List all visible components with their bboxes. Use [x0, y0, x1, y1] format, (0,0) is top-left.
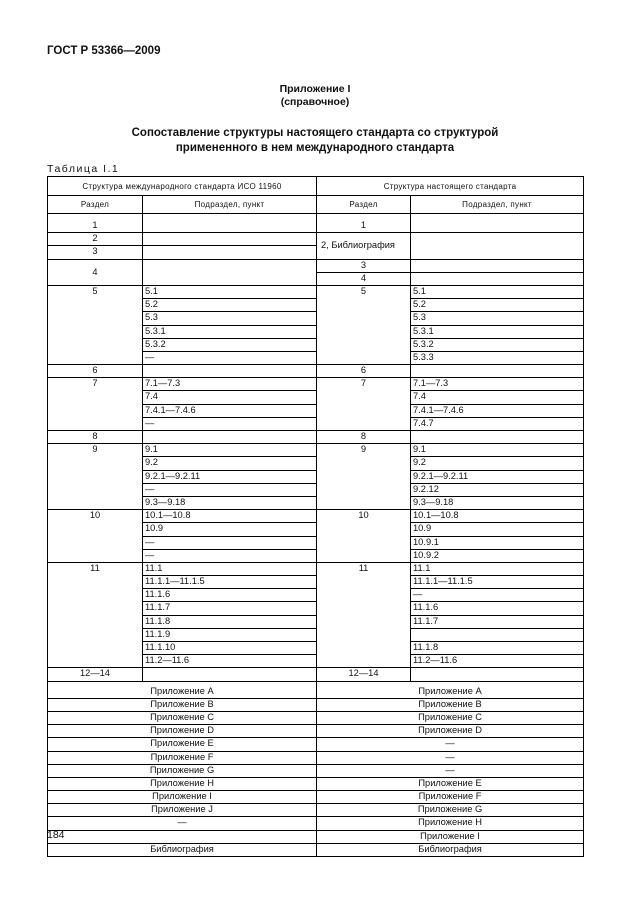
cell: 5	[48, 285, 143, 364]
annex-row	[48, 711, 584, 724]
annex-left: Приложение G	[48, 764, 317, 777]
cell: 11.1.8	[143, 615, 317, 628]
cell: 1	[48, 220, 143, 233]
cell: 7.1—7.3	[143, 378, 317, 391]
annex-left: Приложение I	[48, 791, 317, 804]
annex-row	[48, 764, 584, 777]
cell: 9.3—9.18	[411, 496, 584, 509]
cell: 11.1.10	[143, 642, 317, 655]
annex-left: Приложение J	[48, 804, 317, 817]
annex-right: Приложение B	[317, 698, 584, 711]
page-number: 184	[47, 829, 65, 841]
annex-right: Библиография	[317, 843, 584, 856]
cell: 2	[48, 233, 143, 246]
table-row	[48, 220, 584, 233]
header-right: Структура настоящего стандарта	[317, 177, 584, 196]
cell	[411, 259, 584, 272]
cell: 3	[317, 259, 411, 272]
cell: 11.1.7	[411, 615, 584, 628]
annex-right: Приложение H	[317, 817, 584, 830]
annex-left: Приложение C	[48, 711, 317, 724]
cell: —	[143, 536, 317, 549]
document-header: ГОСТ Р 53366—2009	[47, 45, 161, 57]
cell: 10.9.2	[411, 549, 584, 562]
cell: 5.3.3	[411, 351, 584, 364]
cell	[411, 272, 584, 285]
cell	[143, 233, 317, 246]
annex-right: —	[317, 751, 584, 764]
appendix-name: Приложение I	[279, 83, 351, 95]
cell: 8	[48, 431, 143, 444]
cell: 10.9.1	[411, 536, 584, 549]
cell: 11.1	[143, 562, 317, 575]
table-caption: Таблица I.1	[47, 163, 120, 175]
cell: 3	[48, 246, 143, 259]
table-subheader-row	[48, 196, 584, 214]
page-title-line1: Сопоставление структуры настоящего стандарта со структурой	[131, 127, 499, 139]
cell: 9.2.1—9.2.11	[411, 470, 584, 483]
cell: 9.3—9.18	[143, 496, 317, 509]
table-row	[48, 285, 584, 298]
cell: 7.4.7	[411, 417, 584, 430]
cell: 5.1	[143, 285, 317, 298]
table-row	[48, 562, 584, 575]
annex-row	[48, 751, 584, 764]
cell: —	[143, 549, 317, 562]
header-left: Структура международного стандарта ИСО 11960	[48, 177, 317, 196]
annex-row	[48, 698, 584, 711]
annex-right: Приложение F	[317, 791, 584, 804]
cell	[143, 431, 317, 444]
cell	[143, 668, 317, 681]
annex-row	[48, 843, 584, 856]
cell: 9	[48, 444, 143, 510]
cell: 10.1—10.8	[143, 510, 317, 523]
cell	[411, 220, 584, 233]
cell: 11.2—11.6	[411, 655, 584, 668]
table-row	[48, 431, 584, 444]
annex-left	[48, 830, 317, 843]
annex-right: Приложение C	[317, 711, 584, 724]
cell: 9.2	[411, 457, 584, 470]
annex-row	[48, 725, 584, 738]
cell: 11	[317, 562, 411, 668]
table-row	[48, 510, 584, 523]
cell: 11.1.7	[143, 602, 317, 615]
annex-left: Приложение H	[48, 777, 317, 790]
page-title-line2: примененного в нем международного стандарта	[175, 142, 455, 154]
cell: 5.2	[411, 299, 584, 312]
annex-left: Приложение D	[48, 725, 317, 738]
cell: 9.2.1—9.2.11	[143, 470, 317, 483]
annex-left: —	[48, 817, 317, 830]
cell: —	[143, 483, 317, 496]
col-subsection-left: Подраздел, пункт	[143, 196, 317, 214]
cell: 10	[317, 510, 411, 563]
cell: 11.1.9	[143, 628, 317, 641]
col-subsection-right: Подраздел, пункт	[411, 196, 584, 214]
cell	[411, 233, 584, 259]
cell: 5.3	[143, 312, 317, 325]
cell: 11.1.1—11.1.5	[411, 576, 584, 589]
annex-row	[48, 791, 584, 804]
cell: 7	[48, 378, 143, 431]
cell: 11.2—11.6	[143, 655, 317, 668]
annex-left: Приложение E	[48, 738, 317, 751]
cell: 7.4.1—7.4.6	[411, 404, 584, 417]
cell: 9.2	[143, 457, 317, 470]
cell: 7.1—7.3	[411, 378, 584, 391]
annex-row	[48, 777, 584, 790]
table-header-row	[48, 177, 584, 196]
annex-row	[48, 738, 584, 751]
cell: 12—14	[48, 668, 143, 681]
cell: 4	[48, 259, 143, 285]
cell: 11.1.6	[143, 589, 317, 602]
cell: 11.1.1—11.1.5	[143, 576, 317, 589]
annex-left: Библиография	[48, 843, 317, 856]
table-row	[48, 365, 584, 378]
col-section-right: Раздел	[317, 196, 411, 214]
cell	[411, 668, 584, 681]
cell: 4	[317, 272, 411, 285]
cell: 1	[317, 220, 411, 233]
cell	[143, 365, 317, 378]
annex-right: Приложение D	[317, 725, 584, 738]
cell: 11.1	[411, 562, 584, 575]
cell: 7.4	[411, 391, 584, 404]
table-row	[48, 378, 584, 391]
annex-row	[48, 686, 584, 699]
cell: 5.2	[143, 299, 317, 312]
cell: 5.3	[411, 312, 584, 325]
cell: —	[143, 351, 317, 364]
cell: 10.9	[143, 523, 317, 536]
cell: 12—14	[317, 668, 411, 681]
annex-left: Приложение A	[48, 686, 317, 699]
cell: 2, Библиография	[317, 233, 411, 259]
cell: 5.3.2	[411, 338, 584, 351]
annex-row	[48, 830, 584, 843]
cell: 11.1.8	[411, 642, 584, 655]
cell: —	[411, 589, 584, 602]
annex-left: Приложение F	[48, 751, 317, 764]
cell	[143, 220, 317, 233]
annex-row	[48, 817, 584, 830]
cell: 7	[317, 378, 411, 431]
cell: 5.3.2	[143, 338, 317, 351]
annex-right: Приложение A	[317, 686, 584, 699]
cell	[411, 431, 584, 444]
appendix-type: (справочное)	[280, 96, 350, 108]
table-row	[48, 259, 584, 272]
cell: 5.1	[411, 285, 584, 298]
cell: 6	[48, 365, 143, 378]
col-section-left: Раздел	[48, 196, 143, 214]
table-row	[48, 233, 584, 246]
annex-left: Приложение B	[48, 698, 317, 711]
cell: 5.3.1	[411, 325, 584, 338]
cell	[411, 628, 584, 641]
cell: 6	[317, 365, 411, 378]
annex-right: Приложение E	[317, 777, 584, 790]
cell: 9.1	[143, 444, 317, 457]
cell	[411, 365, 584, 378]
cell: 7.4	[143, 391, 317, 404]
annex-right: —	[317, 764, 584, 777]
cell: 9.2.12	[411, 483, 584, 496]
cell: —	[143, 417, 317, 430]
annex-right: Приложение I	[317, 830, 584, 843]
annex-right: —	[317, 738, 584, 751]
table-row	[48, 444, 584, 457]
table-row	[48, 668, 584, 681]
cell: 10.9	[411, 523, 584, 536]
cell: 10	[48, 510, 143, 563]
cell	[143, 246, 317, 259]
cell: 5.3.1	[143, 325, 317, 338]
cell: 11.1.6	[411, 602, 584, 615]
cell: 9	[317, 444, 411, 510]
cell: 11	[48, 562, 143, 668]
annex-row	[48, 804, 584, 817]
cell: 5	[317, 285, 411, 364]
comparison-table	[47, 176, 584, 857]
cell: 7.4.1—7.4.6	[143, 404, 317, 417]
cell: 8	[317, 431, 411, 444]
annex-right: Приложение G	[317, 804, 584, 817]
cell	[143, 259, 317, 285]
cell: 9.1	[411, 444, 584, 457]
cell: 10.1—10.8	[411, 510, 584, 523]
